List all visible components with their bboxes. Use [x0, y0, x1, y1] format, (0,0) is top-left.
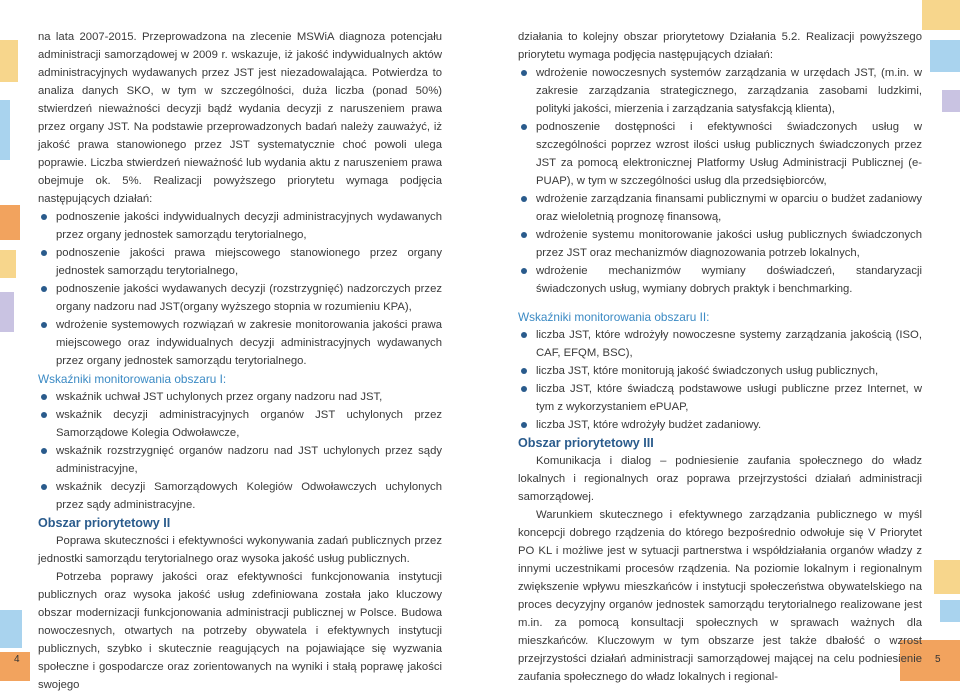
list-item: wdrożenie systemu monitorowanie jakości usług publicznych świadczonych przez JST oraz mechanizmów diagnozowania potrzeb lokalnych,	[518, 226, 922, 262]
decor-square	[922, 0, 960, 30]
left-column	[38, 28, 442, 694]
priority-area-3-lead: Komunikacja i dialog – podniesienie zaufania społecznego do władz lokalnych i regionalnych oraz poprawa przejrzystości działań administracji samorządowej.	[518, 455, 922, 503]
right-intro-paragraph: działania to kolejny obszar priorytetowy Działania 5.2. Realizacji powyższego priorytetu wymaga podjęcia następujących działań:	[518, 31, 922, 61]
list-item: liczba JST, które wdrożyły nowoczesne systemy zarządzania jakością (ISO, CAF, EFQM, BSC),	[518, 326, 922, 362]
list-item: wdrożenie zarządzania finansami publicznymi w oparciu o budżet zadaniowy oraz wieloletnią prognozę finansową,	[518, 190, 922, 226]
list-item: wdrożenie mechanizmów wymiany doświadczeń, standaryzacji świadczonych usług, wymiany dobrych praktyk i benchmarking.	[518, 262, 922, 298]
right-actions-list	[518, 64, 922, 298]
left-actions-list	[38, 208, 442, 370]
decor-square	[0, 205, 20, 240]
page-number-left: 4	[14, 654, 20, 665]
right-column	[518, 28, 922, 686]
list-item: liczba JST, które monitorują jakość świadczonych usług publicznych,	[518, 362, 922, 380]
list-item: podnoszenie dostępności i efektywności świadczonych usług w szczególności poprzez wzrost ilości usług publicznych świadczonych przez JST za pomocą elektronicznej Platformy Usług Administracji Publicznej (e-PUAP), w tym w szczególności usług dla przedsiębiorców,	[518, 118, 922, 190]
indicators-heading-area-1: Wskaźniki monitorowania obszaru I:	[38, 372, 227, 386]
list-item: liczba JST, które świadczą podstawowe usługi publiczne przez Internet, w tym z wykorzystaniem ePUAP,	[518, 380, 922, 416]
decor-square	[0, 100, 10, 160]
priority-area-3-body: Warunkiem skutecznego i efektywnego zarządzania publicznego w myśl koncepcji dobrego rządzenia do którego bezpośrednio odwołuje się V Priorytet PO KL i możliwe jest w sytuacji partnerstwa i współdziałania organów władzy z innymi uczestnikami procesów rządzenia. Na poziomie lokalnym i regionalnym zwiększenie wpływu mieszkańców i instytucji społeczeństwa obywatelskiego na proces decyzyjny organów jednostek samorządu terytorialnego realizowane jest m.in. za pomocą konsultacji społecznych w sprawach ważnych dla mieszkańców. Kluczowym w tym obszarze jest także dbałość o wzrost przejrzystości działań administracji samorządowej mającej na celu podniesienie zaufania społecznego do władz lokalnych i regional-	[518, 509, 922, 683]
decor-square	[0, 250, 16, 278]
indicators-heading-area-2: Wskaźniki monitorowania obszaru II:	[518, 310, 710, 324]
list-item: podnoszenie jakości prawa miejscowego stanowionego przez organy jednostek samorządu terytorialnego,	[38, 244, 442, 280]
priority-area-2-heading: Obszar priorytetowy II	[38, 516, 171, 530]
list-item: wdrożenie systemowych rozwiązań w zakresie monitorowania jakości prawa miejscowego oraz indywidualnych decyzji administracyjnych wydawanych przez organy jednostek samorządu terytorialnego.	[38, 316, 442, 370]
decor-square	[930, 40, 960, 72]
list-item: podnoszenie jakości indywidualnych decyzji administracyjnych wydawanych przez organy jednostek samorządu terytorialnego,	[38, 208, 442, 244]
decor-square	[940, 600, 960, 622]
list-item: wskaźnik rozstrzygnięć organów nadzoru nad JST uchylonych przez sądy administracyjne,	[38, 442, 442, 478]
list-item: wskaźnik uchwał JST uchylonych przez organy nadzoru nad JST,	[38, 388, 442, 406]
decor-square	[0, 610, 22, 648]
list-item: liczba JST, które wdrożyły budżet zadaniowy.	[518, 416, 922, 434]
list-item: wskaźnik decyzji Samorządowych Kolegiów Odwoławczych uchylonych przez sądy administracyjne.	[38, 478, 442, 514]
decor-square	[934, 560, 960, 594]
page-number-right: 5	[935, 654, 941, 665]
right-indicators-list	[518, 326, 922, 434]
decor-square	[0, 40, 18, 82]
left-intro-paragraph: na lata 2007-2015. Przeprowadzona na zlecenie MSWiA diagnoza potencjału administracji samorządowej w 2009 r. wskazuje, iż jakość indywidualnych aktów administracyjnych wydawanych przez JST jest niezadowalająca. Potwierdza to analiza danych SKO, w tym w szczególności, duża liczba (ponad 50%) stwierdzeń nieważności decyzji bądź wydania decyzji z naruszeniem prawa przez organy JST. Na podstawie przeprowadzonych badań należy zauważyć, iż jakość prawa stanowionego przez JST systematycznie choć powoli ulega poprawie. Liczba stwierdzeń nieważność lub wydania aktu z naruszeniem prawa obejmuje ok. 5%. Realizacji powyższego priorytetu wymaga podjęcia następujących działań:	[38, 31, 442, 205]
list-item: wskaźnik decyzji administracyjnych organów JST uchylonych przez Samorządowe Kolegia Odwoławcze,	[38, 406, 442, 442]
decor-square	[942, 90, 960, 112]
priority-area-2-lead: Poprawa skuteczności i efektywności wykonywania zadań publicznych przez jednostki samorządu terytorialnego oraz wysoka jakość usług publicznych.	[38, 535, 442, 565]
decor-square	[0, 292, 14, 332]
priority-area-3-heading: Obszar priorytetowy III	[518, 436, 654, 450]
left-indicators-list	[38, 388, 442, 514]
priority-area-2-body: Potrzeba poprawy jakości oraz efektywności funkcjonowania instytucji publicznych oraz wysoka jakość usług zdefiniowana została jako kluczowy obszar modernizacji funkcjonowania administracji publicznej w Polsce. Budowa nowoczesnych, otwartych na potrzeby obywatela i efektywnych instytucji publicznych, szybko i skutecznie reagujących na pojawiające się wyzwania społeczne i gospodarcze oraz zorientowanych na wyniki i stałą poprawę jakości swojego	[38, 571, 442, 691]
list-item: wdrożenie nowoczesnych systemów zarządzania w urzędach JST, (m.in. w zakresie zarządzania strategicznego, zarządzania zasobami ludzkimi, polityki jakości, mierzenia i zarządzania satysfakcją klienta),	[518, 64, 922, 118]
list-item: podnoszenie jakości wydawanych decyzji (rozstrzygnięć) nadzorczych przez organy nadzoru nad JST(organy wyższego stopnia w rozumieniu KPA),	[38, 280, 442, 316]
